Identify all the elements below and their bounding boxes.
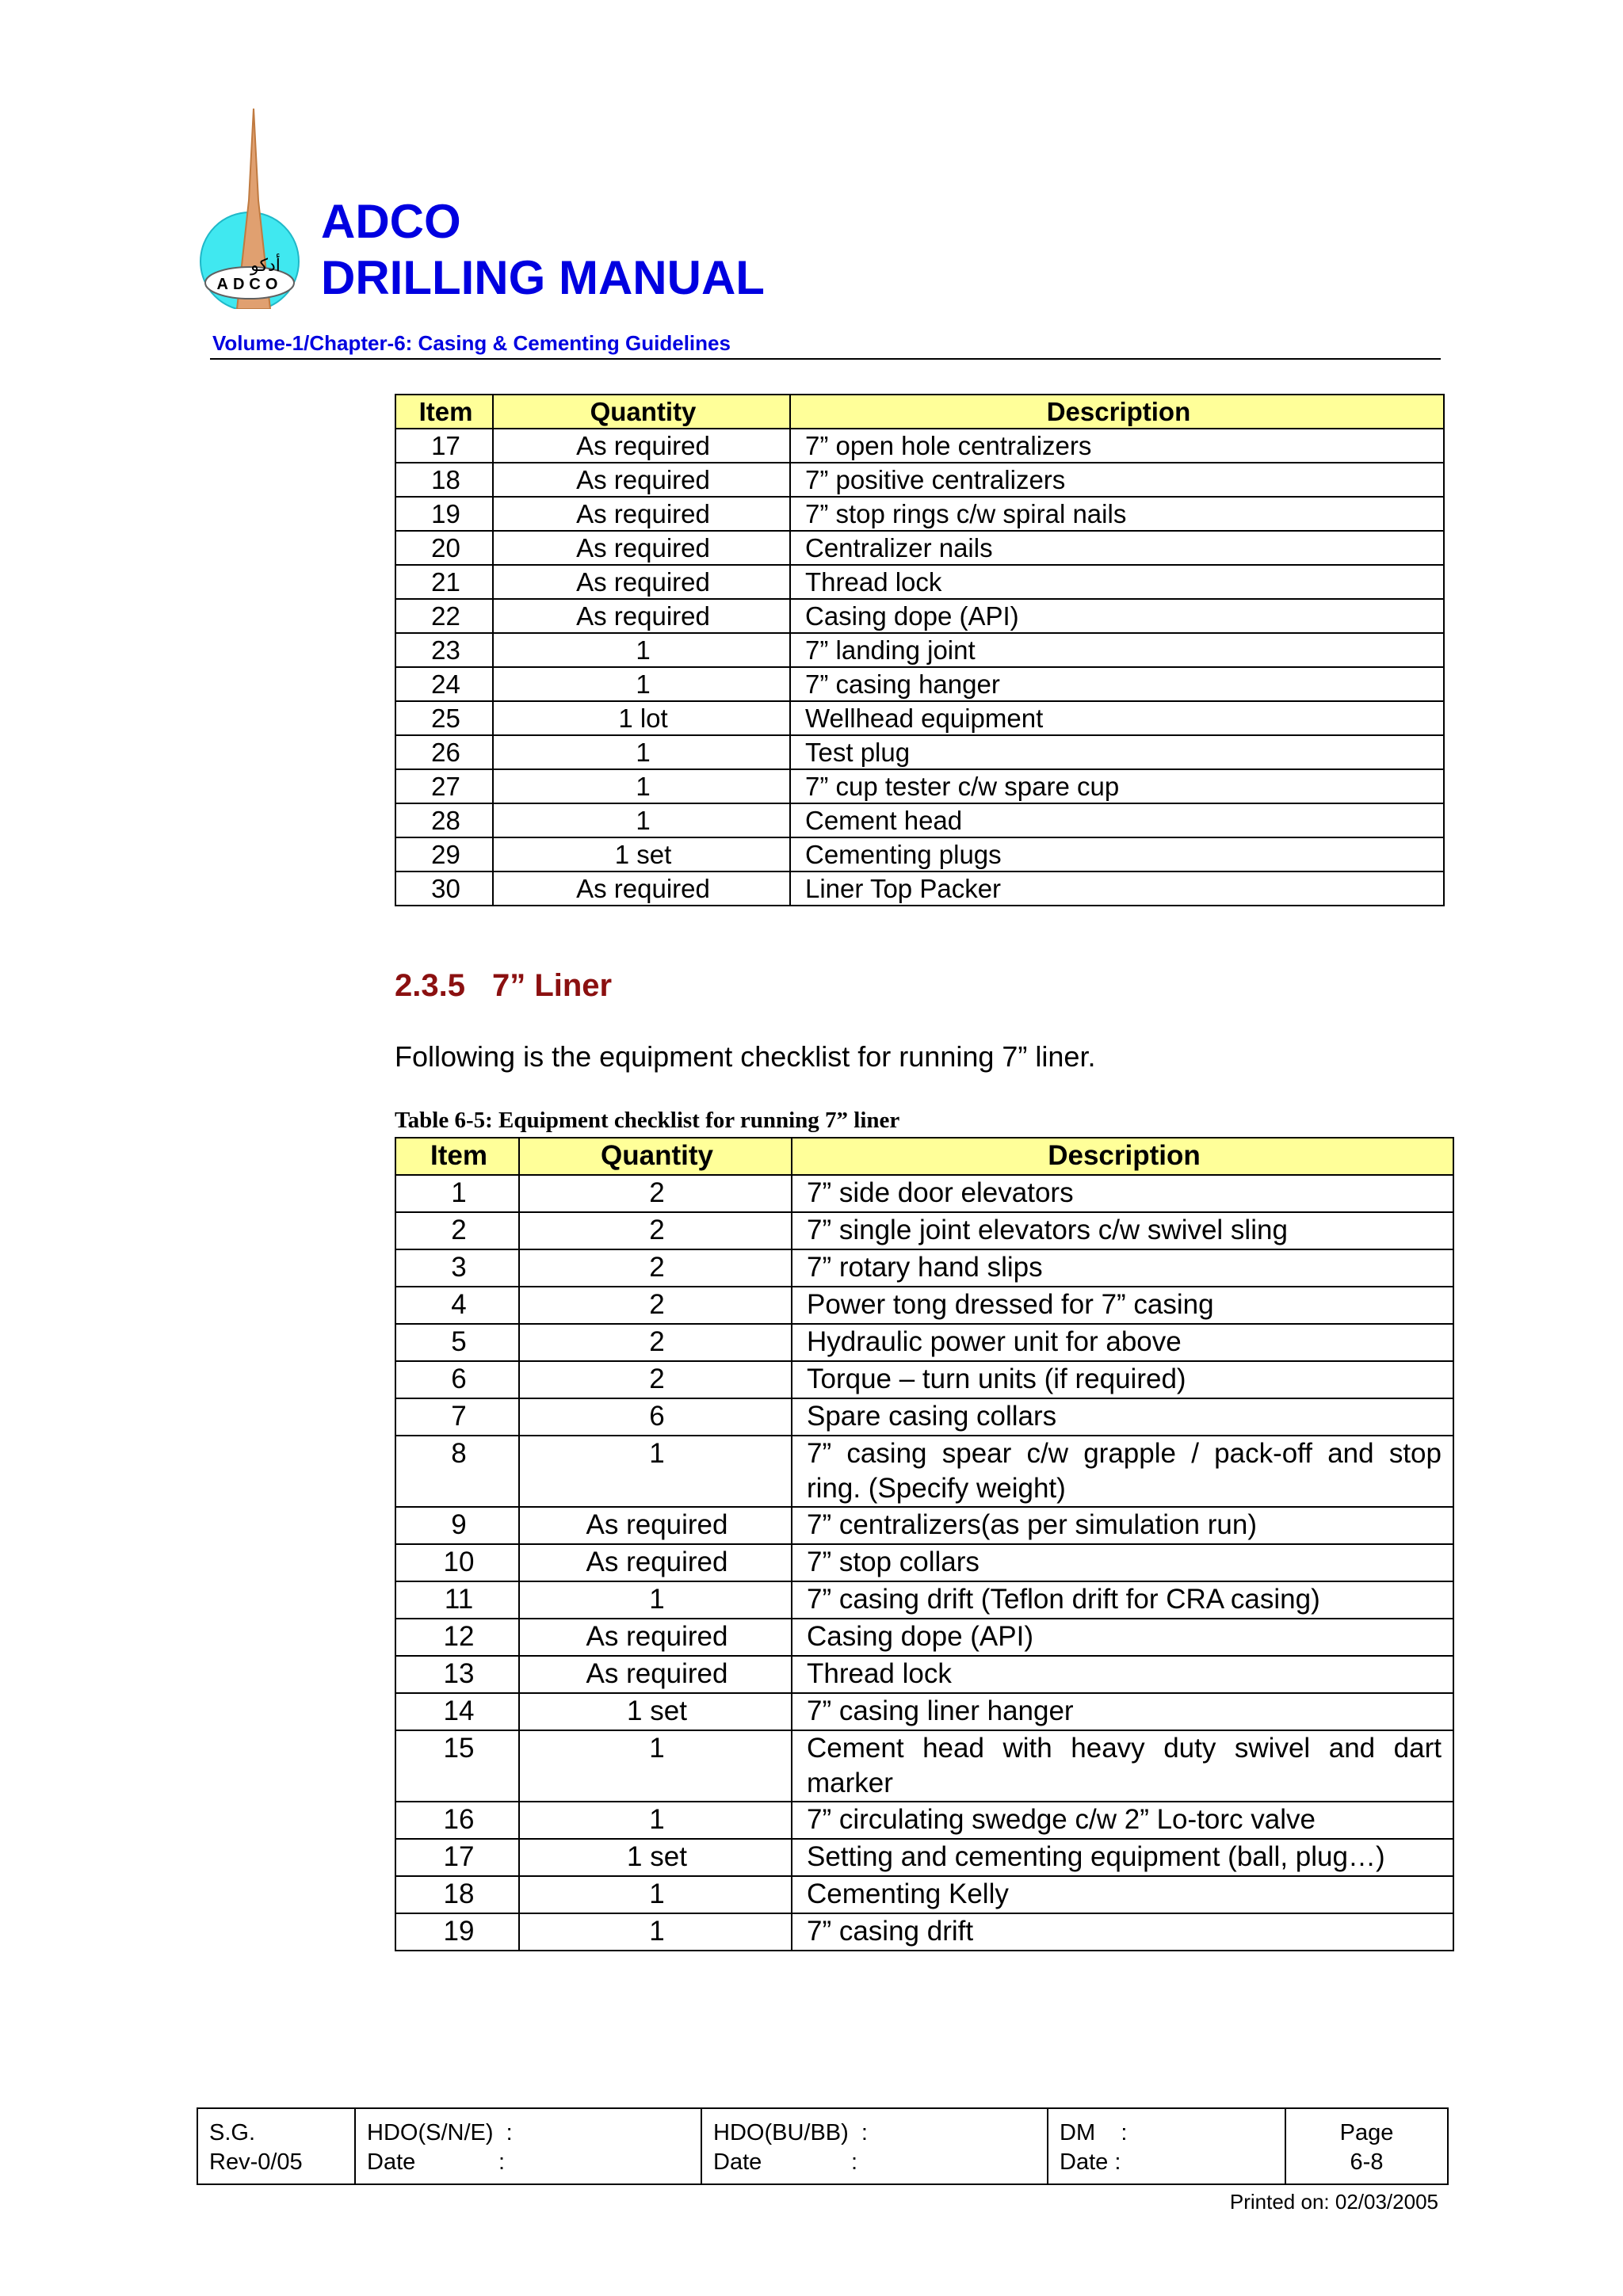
cell-item: 16 [395, 1802, 519, 1839]
cell-quantity: 1 [493, 667, 790, 701]
header-quantity: Quantity [519, 1138, 792, 1175]
cell-quantity: As required [493, 463, 790, 497]
cell-quantity: 1 [519, 1730, 792, 1802]
cell-quantity: As required [493, 599, 790, 633]
table-row [395, 633, 1444, 667]
table-row [395, 1175, 1453, 1212]
cell-quantity: 1 [519, 1913, 792, 1951]
cell-description: Centralizer nails [790, 531, 1444, 565]
cell-quantity: 1 [519, 1802, 792, 1839]
cell-item: 28 [395, 803, 493, 837]
cell-description: Wellhead equipment [790, 701, 1444, 735]
table-row [395, 531, 1444, 565]
header-description: Description [792, 1138, 1453, 1175]
cell-quantity: 1 set [519, 1839, 792, 1876]
table-row [395, 497, 1444, 531]
table-row [395, 1802, 1453, 1839]
cell-item: 24 [395, 667, 493, 701]
cell-quantity: As required [519, 1656, 792, 1693]
cell-item: 4 [395, 1287, 519, 1324]
cell-description: Thread lock [792, 1656, 1453, 1693]
footer-page-cell [1285, 2108, 1448, 2184]
cell-item: 1 [395, 1175, 519, 1212]
cell-description: 7” casing drift [792, 1913, 1453, 1951]
table-row [395, 1581, 1453, 1619]
table-row [395, 599, 1444, 633]
table-caption: Table 6-5: Equipment checklist for running 7” liner [395, 1108, 900, 1133]
cell-item: 15 [395, 1730, 519, 1802]
table-row [395, 1361, 1453, 1398]
table-row [395, 837, 1444, 871]
cell-description: Spare casing collars [792, 1398, 1453, 1436]
cell-item: 10 [395, 1544, 519, 1581]
header-description: Description [790, 395, 1444, 429]
cell-item: 30 [395, 871, 493, 906]
cell-quantity: As required [493, 565, 790, 599]
table-row [395, 735, 1444, 769]
cell-quantity: 1 set [493, 837, 790, 871]
cell-item: 20 [395, 531, 493, 565]
cell-item: 14 [395, 1693, 519, 1730]
cell-quantity: 2 [519, 1212, 792, 1249]
cell-description: 7” single joint elevators c/w swivel sling [792, 1212, 1453, 1249]
header-item: Item [395, 395, 493, 429]
section-title: 7” Liner [491, 968, 613, 1003]
section-number: 2.3.5 [395, 968, 465, 1003]
cell-quantity: 2 [519, 1175, 792, 1212]
section-intro: Following is the equipment checklist for running 7” liner. [395, 1040, 1096, 1073]
footer-sg-cell [197, 2108, 355, 2184]
table-row [395, 803, 1444, 837]
table-row [395, 667, 1444, 701]
cell-description: 7” circulating swedge c/w 2” Lo-torc valve [792, 1802, 1453, 1839]
footer-hdo-bubb: HDO(BU/BB) : [713, 2120, 868, 2145]
footer-dm: DM : [1060, 2120, 1128, 2145]
manual-title-line1: ADCO [321, 195, 461, 248]
cell-quantity: 1 [519, 1876, 792, 1913]
table-row [395, 429, 1444, 463]
footer-rev: Rev-0/05 [209, 2149, 303, 2175]
cell-item: 7 [395, 1398, 519, 1436]
cell-item: 17 [395, 429, 493, 463]
footer-date2: Date : [713, 2149, 858, 2175]
equipment-table-continued [395, 394, 1445, 906]
cell-item: 22 [395, 599, 493, 633]
cell-item: 25 [395, 701, 493, 735]
footer-date3: Date : [1060, 2149, 1121, 2175]
table-header-row [395, 395, 1444, 429]
cell-description: Test plug [790, 735, 1444, 769]
table-row [395, 769, 1444, 803]
cell-item: 21 [395, 565, 493, 599]
cell-item: 18 [395, 463, 493, 497]
cell-quantity: 1 [493, 803, 790, 837]
cell-description: Cementing Kelly [792, 1876, 1453, 1913]
table-header-row [395, 1138, 1453, 1175]
table-row [395, 1287, 1453, 1324]
cell-quantity: 2 [519, 1324, 792, 1361]
footer-sg: S.G. [209, 2120, 256, 2145]
cell-quantity: As required [519, 1619, 792, 1656]
manual-title-line2: DRILLING MANUAL [321, 251, 765, 304]
table-row [395, 1324, 1453, 1361]
cell-quantity: 2 [519, 1287, 792, 1324]
cell-quantity: As required [519, 1544, 792, 1581]
cell-item: 5 [395, 1324, 519, 1361]
cell-item: 27 [395, 769, 493, 803]
printed-date: Printed on: 02/03/2005 [1229, 2190, 1438, 2214]
cell-quantity: As required [493, 497, 790, 531]
cell-description: Cementing plugs [790, 837, 1444, 871]
cell-item: 19 [395, 1913, 519, 1951]
header-item: Item [395, 1138, 519, 1175]
header-quantity: Quantity [493, 395, 790, 429]
table-row [395, 1249, 1453, 1287]
cell-item: 6 [395, 1361, 519, 1398]
table-row [395, 565, 1444, 599]
cell-description: 7” open hole centralizers [790, 429, 1444, 463]
cell-quantity: As required [493, 429, 790, 463]
cell-quantity: 1 [493, 769, 790, 803]
footer-date1: Date : [367, 2149, 506, 2175]
footer-hdo-bubb-cell [701, 2108, 1048, 2184]
logo-arabic-text: أدكو [250, 256, 281, 276]
cell-quantity: As required [493, 871, 790, 906]
cell-description: Torque – turn units (if required) [792, 1361, 1453, 1398]
table-row [395, 1693, 1453, 1730]
table-row [395, 1876, 1453, 1913]
cell-quantity: 1 lot [493, 701, 790, 735]
cell-description: 7” side door elevators [792, 1175, 1453, 1212]
cell-description: Power tong dressed for 7” casing [792, 1287, 1453, 1324]
cell-description: 7” centralizers(as per simulation run) [792, 1507, 1453, 1544]
cell-item: 11 [395, 1581, 519, 1619]
cell-quantity: As required [493, 531, 790, 565]
cell-item: 19 [395, 497, 493, 531]
cell-description: Cement head [790, 803, 1444, 837]
cell-quantity: 1 [493, 735, 790, 769]
table-row [395, 871, 1444, 906]
cell-item: 2 [395, 1212, 519, 1249]
table-row [395, 1398, 1453, 1436]
table-row [395, 1619, 1453, 1656]
table-row [395, 1656, 1453, 1693]
cell-item: 8 [395, 1436, 519, 1507]
cell-description: 7” positive centralizers [790, 463, 1444, 497]
footer-page-number: 6-8 [1350, 2149, 1384, 2175]
cell-item: 9 [395, 1507, 519, 1544]
footer-page-label: Page [1339, 2120, 1394, 2145]
cell-description: 7” rotary hand slips [792, 1249, 1453, 1287]
cell-quantity: 1 [493, 633, 790, 667]
table-row [395, 1436, 1453, 1507]
cell-item: 3 [395, 1249, 519, 1287]
adco-logo [194, 107, 313, 309]
table-row [395, 1730, 1453, 1802]
cell-item: 18 [395, 1876, 519, 1913]
cell-quantity: 1 set [519, 1693, 792, 1730]
cell-description: 7” casing liner hanger [792, 1693, 1453, 1730]
cell-description: Casing dope (API) [792, 1619, 1453, 1656]
cell-item: 29 [395, 837, 493, 871]
cell-item: 17 [395, 1839, 519, 1876]
cell-quantity: 1 [519, 1436, 792, 1507]
cell-description: 7” casing hanger [790, 667, 1444, 701]
table-row [395, 1212, 1453, 1249]
table-row [395, 463, 1444, 497]
footer-dm-cell [1048, 2108, 1285, 2184]
cell-description: 7” landing joint [790, 633, 1444, 667]
cell-quantity: As required [519, 1507, 792, 1544]
chapter-heading: Volume-1/Chapter-6: Casing & Cementing Guidelines [212, 331, 731, 355]
logo-latin-text: ADCO [216, 276, 283, 293]
footer-hdo-sne: HDO(S/N/E) : [367, 2120, 513, 2145]
document-footer [197, 2107, 1449, 2185]
cell-description: 7” casing spear c/w grapple / pack-off and stop ring. (Specify weight) [792, 1436, 1453, 1507]
cell-description: Liner Top Packer [790, 871, 1444, 906]
section-heading [395, 968, 612, 1004]
cell-description: 7” stop rings c/w spiral nails [790, 497, 1444, 531]
cell-description: Setting and cementing equipment (ball, plug…) [792, 1839, 1453, 1876]
table-row [395, 1839, 1453, 1876]
cell-item: 23 [395, 633, 493, 667]
cell-description: Casing dope (API) [790, 599, 1444, 633]
cell-quantity: 6 [519, 1398, 792, 1436]
cell-item: 13 [395, 1656, 519, 1693]
cell-item: 26 [395, 735, 493, 769]
table-row [395, 701, 1444, 735]
cell-description: 7” casing drift (Teflon drift for CRA casing) [792, 1581, 1453, 1619]
table-row [395, 1913, 1453, 1951]
cell-description: 7” cup tester c/w spare cup [790, 769, 1444, 803]
cell-item: 12 [395, 1619, 519, 1656]
cell-description: Hydraulic power unit for above [792, 1324, 1453, 1361]
cell-quantity: 1 [519, 1581, 792, 1619]
table-row [395, 1544, 1453, 1581]
cell-description: 7” stop collars [792, 1544, 1453, 1581]
cell-description: Cement head with heavy duty swivel and dart marker [792, 1730, 1453, 1802]
cell-quantity: 2 [519, 1249, 792, 1287]
table-row [395, 1507, 1453, 1544]
header-divider [210, 358, 1441, 360]
liner-equipment-table [395, 1137, 1454, 1951]
cell-description: Thread lock [790, 565, 1444, 599]
footer-hdo-sne-cell [355, 2108, 701, 2184]
cell-quantity: 2 [519, 1361, 792, 1398]
